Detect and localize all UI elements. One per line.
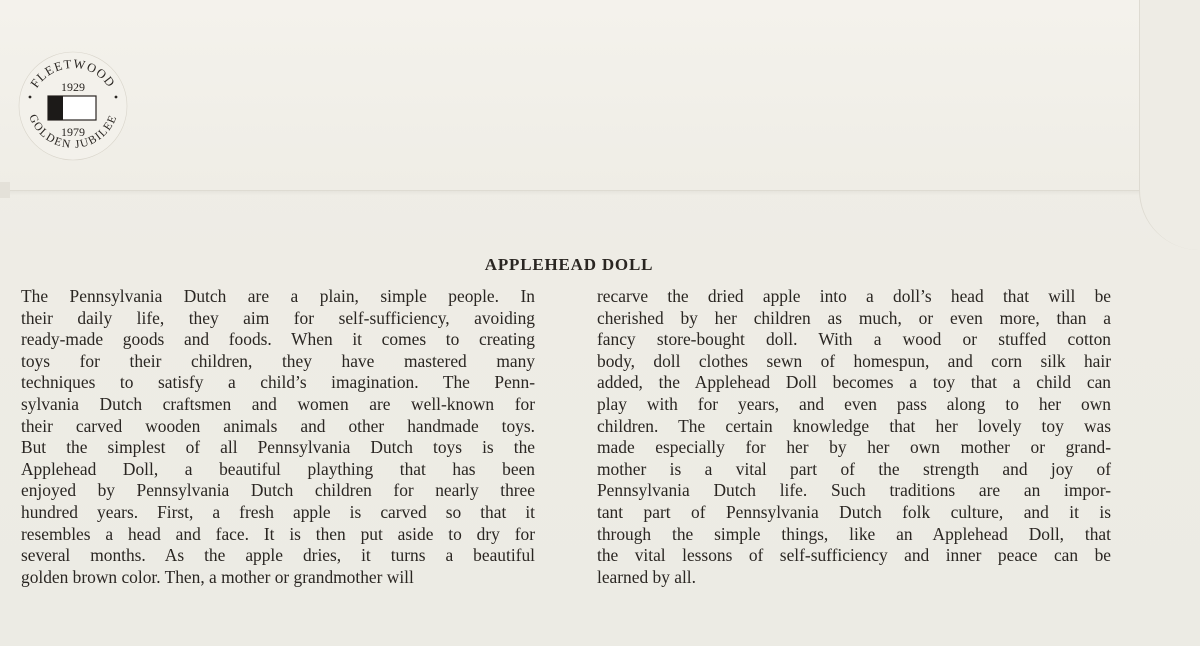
seal-subtitle-text: GOLDEN JUBILEE xyxy=(26,112,120,152)
article-title: APPLEHEAD DOLL xyxy=(484,255,654,274)
seal-name-text: FLEETWOOD xyxy=(27,56,119,91)
seal-box-fill xyxy=(48,96,63,120)
article-text-line: recarve the dried apple into a doll’s head that will be xyxy=(597,286,1111,306)
article-text-line: tant part of Pennsylvania Dutch folk culture, and it is xyxy=(597,501,1111,522)
article-text-line: children. The certain knowledge that her lovely toy was xyxy=(597,415,1111,436)
envelope-flap xyxy=(0,0,1180,191)
fleetwood-jubilee-seal xyxy=(17,50,129,162)
envelope-edge-notch xyxy=(0,182,10,198)
article-text-line: cherished by her children as much, or even more, than a xyxy=(597,307,1111,328)
article-column-left xyxy=(21,286,535,588)
article-text-line: techniques to satisfy a child’s imagination. The Penn- xyxy=(21,372,535,393)
seal-year-end: 1979 xyxy=(61,125,85,139)
article-text-line: mother is a vital part of the strength and joy of xyxy=(597,458,1111,479)
article-text-line: play with for years, and even pass along to her own xyxy=(597,393,1111,414)
article-text-line: The Pennsylvania Dutch are a plain, simple people. In xyxy=(21,286,535,306)
envelope-flap-corner xyxy=(1139,0,1200,250)
article-text-line: enjoyed by Pennsylvania Dutch children for nearly three xyxy=(21,480,535,501)
article-text-line: But the simplest of all Pennsylvania Dutch toys is the xyxy=(21,437,535,458)
article-text-line: body, doll clothes sewn of homespun, and corn silk hair xyxy=(597,350,1111,371)
article-text-line: added, the Applehead Doll becomes a toy that a child can xyxy=(597,372,1111,393)
article-text-line: learned by all. xyxy=(597,566,696,587)
article-text-line: sylvania Dutch craftsmen and women are well-known for xyxy=(21,393,535,414)
article-text-line: Applehead Doll, a beautiful plaything that has been xyxy=(21,458,535,479)
article-text-line: ready-made goods and foods. When it comes to creating xyxy=(21,329,535,350)
article-text-line: through the simple things, like an Applehead Doll, that xyxy=(597,523,1111,544)
seal-year-start: 1929 xyxy=(61,80,85,94)
article-text-line: their daily life, they aim for self-sufficiency, avoiding xyxy=(21,307,535,328)
article-text-line: resembles a head and face. It is then put aside to dry for xyxy=(21,523,535,544)
article-column-right xyxy=(597,286,1111,588)
article-text-line: several months. As the apple dries, it turns a beautiful xyxy=(21,545,535,566)
article-text-line: made especially for her by her own mother or grand- xyxy=(597,437,1111,458)
article-text-line: fancy store-bought doll. With a wood or stuffed cotton xyxy=(597,329,1111,350)
article-text-line: toys for their children, they have mastered many xyxy=(21,350,535,371)
article-text-line: hundred years. First, a fresh apple is carved so that it xyxy=(21,501,535,522)
article-text-line: their carved wooden animals and other handmade toys. xyxy=(21,415,535,436)
seal-graphic xyxy=(17,50,129,162)
article-text-line: Pennsylvania Dutch life. Such traditions are an impor- xyxy=(597,480,1111,501)
article-text-line: the vital lessons of self-sufficiency and inner peace can be xyxy=(597,545,1111,566)
article-text-line: golden brown color. Then, a mother or grandmother will xyxy=(21,566,414,587)
